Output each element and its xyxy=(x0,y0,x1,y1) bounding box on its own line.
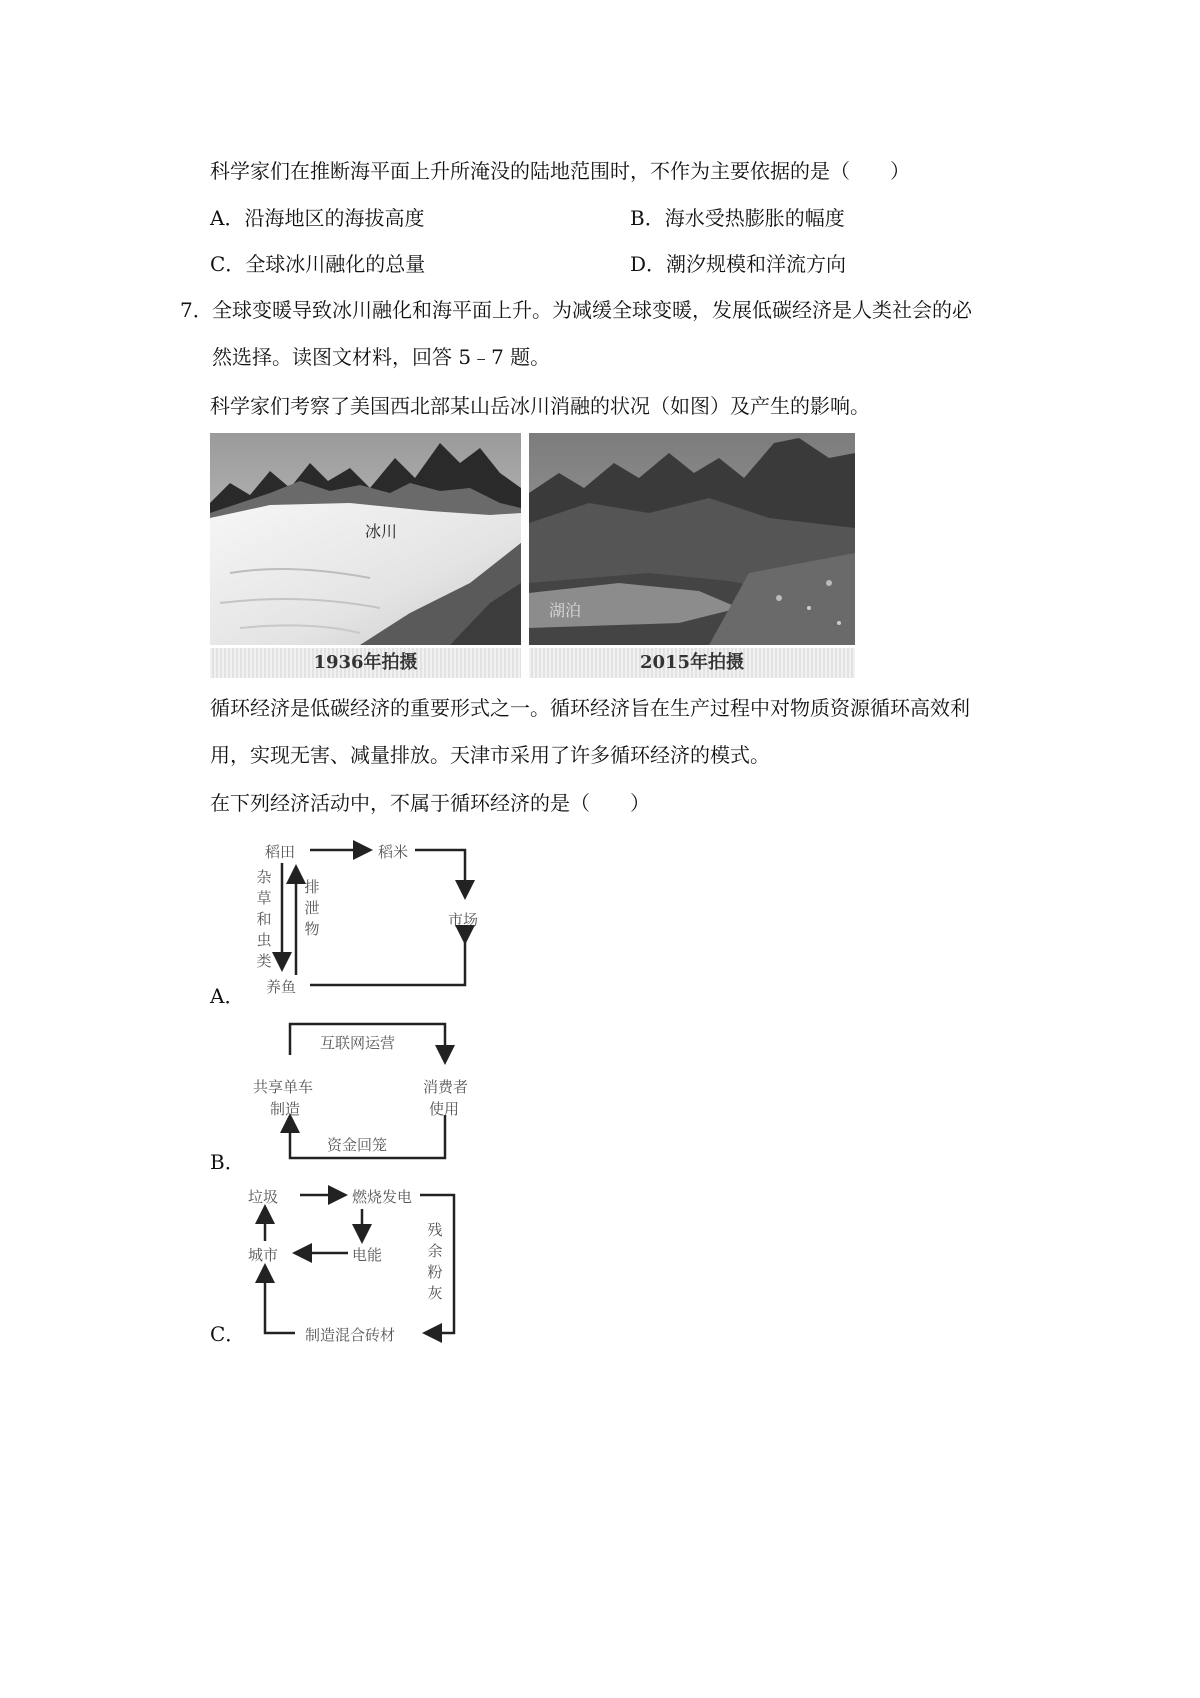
brick-manufacturing-node: 制造混合砖材 xyxy=(305,1326,396,1344)
diagram-b-letter: B． xyxy=(210,1150,245,1174)
garbage-node: 垃圾 xyxy=(248,1188,279,1206)
power-generation-node: 燃烧发电 xyxy=(352,1188,413,1206)
option-text: 全球冰川融化的总量 xyxy=(245,252,426,276)
excrement-label: 排泄物 xyxy=(304,878,320,938)
bike-manufacturing-line1: 共享单车 xyxy=(253,1078,314,1096)
photo-1936-caption: 1936年拍摄 xyxy=(210,648,521,678)
option-text: 沿海地区的海拔高度 xyxy=(244,206,425,230)
capital-return-label: 资金回笼 xyxy=(327,1136,388,1154)
consumer-use-line1: 消费者 xyxy=(423,1078,469,1096)
residual-ash-label: 残余粉灰 xyxy=(427,1221,443,1302)
figure-intro: 科学家们考察了美国西北部某山岳冰川消融的状况（如图）及产生的影响。 xyxy=(210,394,870,418)
glacier-photo-1936 xyxy=(210,433,521,645)
paragraph-line1: 循环经济是低碳经济的重要形式之一。循环经济旨在生产过程中对物质资源循环高效利 xyxy=(210,696,970,720)
question-7-question: 在下列经济活动中，不属于循环经济的是（ ） xyxy=(210,791,650,815)
weeds-insects-label: 杂草和虫类 xyxy=(256,868,272,970)
electricity-node: 电能 xyxy=(352,1246,383,1264)
bike-manufacturing-line2: 制造 xyxy=(270,1100,301,1118)
photo-2015-caption: 2015年拍摄 xyxy=(529,648,855,678)
lake-label: 湖泊 xyxy=(549,601,582,620)
option-letter: A． xyxy=(210,206,245,230)
glacier-label: 冰川 xyxy=(365,522,398,541)
consumer-use-line2: 使用 xyxy=(429,1100,460,1118)
option-b xyxy=(630,204,845,232)
diagram-c xyxy=(240,1183,465,1343)
question-7-intro-line1: 全球变暖导致冰川融化和海平面上升。为减缓全球变暖，发展低碳经济是人类社会的必 xyxy=(212,298,972,322)
option-a xyxy=(210,204,424,232)
city-node: 城市 xyxy=(248,1246,279,1264)
paddy-field-node: 稻田 xyxy=(265,843,296,861)
option-letter: C． xyxy=(210,252,246,276)
diagram-a xyxy=(240,835,490,995)
diagram-b xyxy=(245,1010,485,1170)
option-c xyxy=(210,250,425,278)
diagram-a-letter: A． xyxy=(210,984,245,1008)
option-d xyxy=(630,250,846,278)
option-letter: B． xyxy=(630,206,665,230)
option-text: 海水受热膨胀的幅度 xyxy=(664,206,845,230)
option-letter: D． xyxy=(630,252,667,276)
lake-photo-2015 xyxy=(529,433,855,645)
question-6-stem: 科学家们在推断海平面上升所淹没的陆地范围时，不作为主要依据的是（ ） xyxy=(210,159,910,183)
market-node: 市场 xyxy=(448,911,479,929)
rice-node: 稻米 xyxy=(378,843,409,861)
paragraph-line2: 用，实现无害、减量排放。天津市采用了许多循环经济的模式。 xyxy=(210,743,770,767)
diagram-c-letter: C． xyxy=(210,1322,246,1346)
question-7-intro-line2: 然选择。读图文材料，回答 5﹣7 题。 xyxy=(212,345,551,369)
fish-farming-node: 养鱼 xyxy=(266,978,297,996)
internet-operation-label: 互联网运营 xyxy=(320,1034,396,1052)
option-text: 潮汐规模和洋流方向 xyxy=(666,252,847,276)
question-7-number: 7． xyxy=(180,298,213,322)
